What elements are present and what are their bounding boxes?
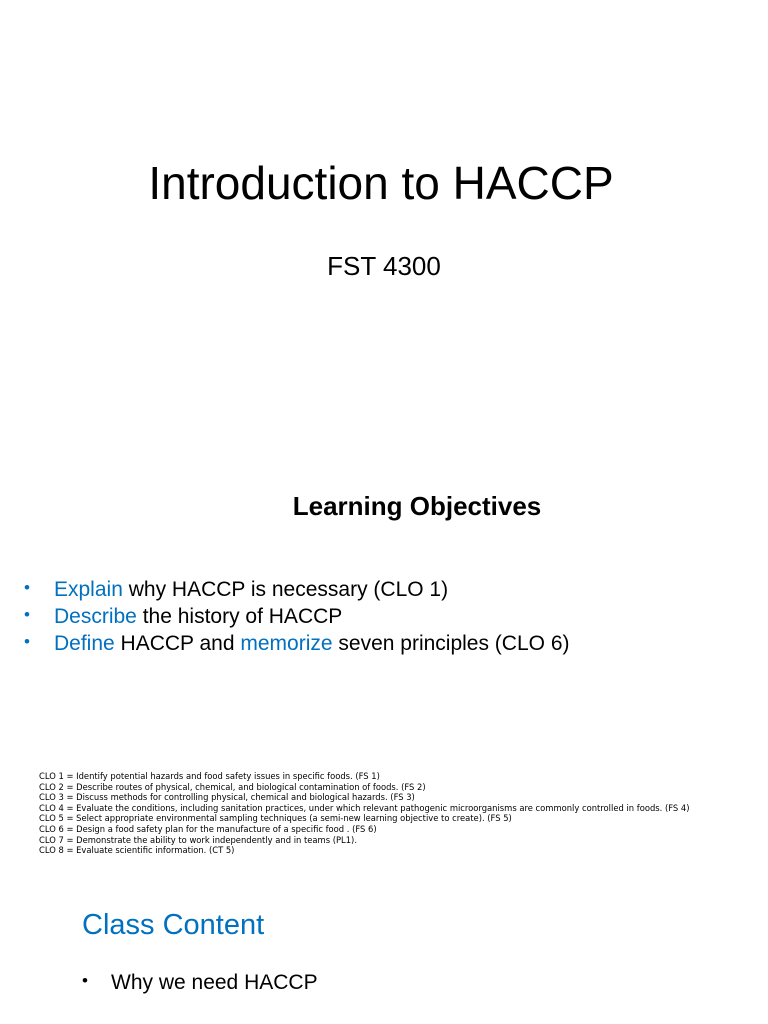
class-content-list [82, 969, 318, 997]
objective-item [24, 630, 570, 657]
bullet-icon: • [24, 605, 30, 624]
objective-text: HACCP and [114, 632, 241, 655]
objective-verb: Explain [54, 578, 123, 601]
clo-item: CLO 6 = Design a food safety plan for the manufacture of a specific food . (FS 6) [39, 823, 377, 834]
objective-text: why HACCP is necessary (CLO 1) [122, 578, 449, 601]
clo-item: CLO 3 = Discuss methods for controlling physical, chemical and biological hazards. (FS 3) [39, 792, 415, 803]
learning-objectives-heading: Learning Objectives [292, 491, 542, 521]
content-item-text: Why we need HACCP [111, 971, 318, 994]
objective-item [24, 576, 570, 603]
class-content-heading: Class Content [82, 909, 265, 941]
course-code: FST 4300 [327, 251, 441, 281]
clo-item: CLO 8 = Evaluate scientific information. (CT 5) [39, 845, 235, 856]
clo-item: CLO 1 = Identify potential hazards and food safety issues in specific foods. (FS 1) [39, 771, 380, 781]
clo-item: CLO 5 = Select appropriate environmental sampling techniques (a semi-new learning objective to create). (FS 5) [39, 813, 512, 824]
objective-item [24, 603, 570, 630]
content-item [82, 969, 318, 997]
objective-text: seven principles (CLO 6) [332, 632, 570, 655]
objective-verb: Define [54, 632, 115, 655]
objective-text: the history of HACCP [136, 605, 343, 628]
clo-item: CLO 7 = Demonstrate the ability to work independently and in teams (PL1). [39, 834, 357, 845]
objective-verb: Describe [54, 605, 137, 628]
clo-list [39, 771, 689, 856]
objective-verb: memorize [240, 632, 333, 655]
bullet-icon: • [24, 578, 30, 597]
clo-item: CLO 2 = Describe routes of physical, chemical, and biological contamination of foods. (FS 2) [39, 781, 426, 792]
learning-objectives-list [24, 576, 570, 657]
clo-item: CLO 4 = Evaluate the conditions, including sanitation practices, under which relevant pathogenic microorganisms are commonly controlled in foods. (FS 4) [39, 802, 690, 813]
bullet-icon: • [82, 971, 88, 990]
page-title: Introduction to HACCP [148, 157, 614, 209]
bullet-icon: • [24, 632, 30, 651]
